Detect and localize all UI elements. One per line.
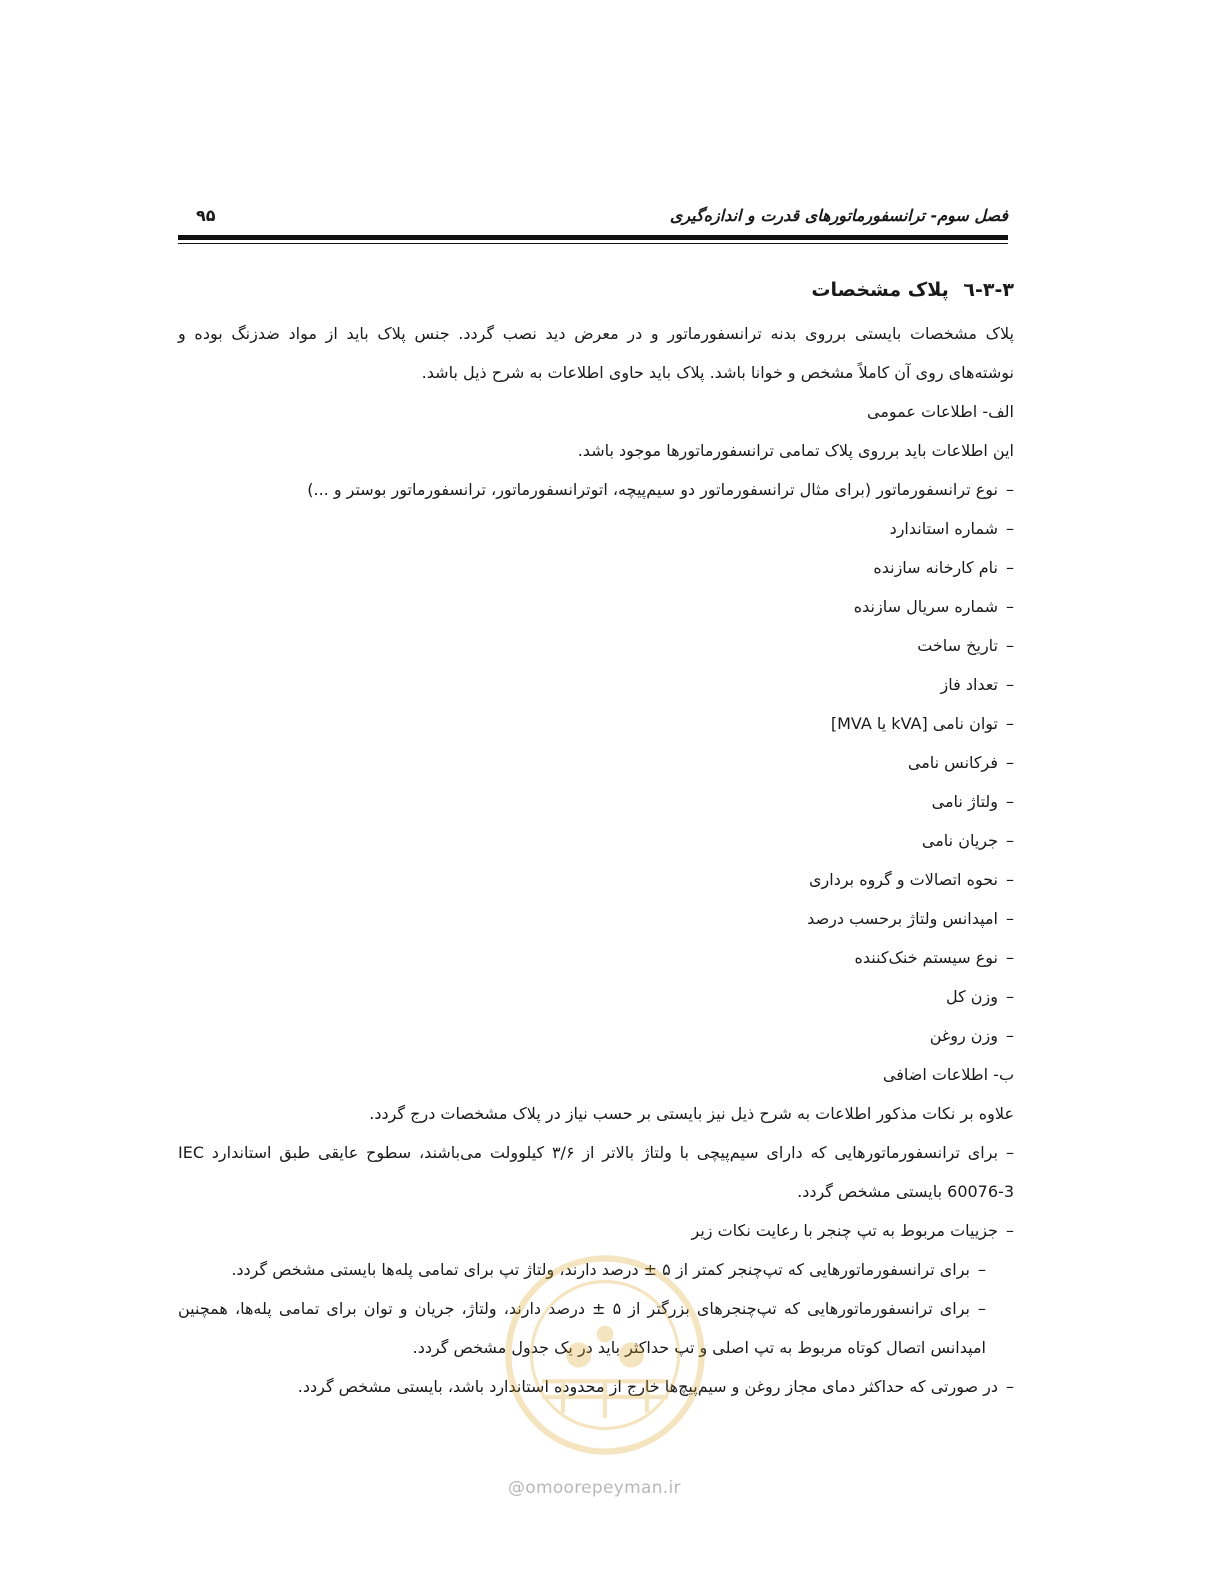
list-item: –تعداد فاز: [940, 675, 1014, 694]
page-number: ۹۵: [196, 206, 216, 225]
list-item: –شماره استاندارد: [889, 519, 1014, 538]
additional-item-insulation: –برای ترانسفورماتورهایی که دارای سیم‌پیچی با ولتاژ بالاتر از ۳/۶ کیلوولت می‌باشند، سطوح عایقی طبق استاندارد IEC 60076-3 بایستی مشخص گردد.: [178, 1143, 1015, 1201]
list-item: –نام کارخانه سازنده: [873, 558, 1014, 577]
additional-item-temperature: –در صورتی که حداکثر دمای مجاز روغن و سیم‌پیچ‌ها خارج از محدوده استاندارد باشد، بایستی مشخص گردد.: [297, 1377, 1014, 1396]
general-info-label: الف- اطلاعات عمومی: [866, 402, 1014, 421]
list-item: –جریان نامی: [921, 831, 1014, 850]
list-item: –امپدانس ولتاژ برحسب درصد: [807, 909, 1014, 928]
general-info-lead: این اطلاعات باید برروی پلاک تمامی ترانسفورماتورها موجود باشد.: [577, 441, 1014, 460]
list-item: –فرکانس نامی: [907, 753, 1014, 772]
section-heading: [178, 272, 1014, 308]
additional-info-lead: علاوه بر نکات مذکور اطلاعات به شرح ذیل نیز بایستی بر حسب نیاز در پلاک مشخصات درج گردد.: [369, 1104, 1014, 1123]
list-item: –ولتاژ نامی: [931, 792, 1014, 811]
watermark-seal-icon: [500, 1250, 710, 1460]
list-item: –نوع ترانسفورماتور (برای مثال ترانسفورماتور دو سیم‌پیچه، اتوترانسفورماتور، ترانسفورماتور بوستر و ...): [307, 480, 1014, 499]
list-item: –نحوه اتصالات و گروه برداری: [809, 870, 1014, 889]
section-number: ۳-۳-٦: [963, 279, 1014, 301]
header-rule-thick: [178, 235, 1008, 240]
list-item: –تاریخ ساخت: [917, 636, 1014, 655]
watermark-site: @omoorepeyman.ir: [508, 1478, 681, 1498]
running-title: فصل سوم- ترانسفورماتورهای قدرت و اندازه‌گیری: [669, 206, 1008, 225]
general-info-list: [178, 470, 1014, 1055]
list-item: –توان نامی [kVA یا MVA]: [830, 714, 1014, 733]
section-title: پلاک مشخصات: [811, 279, 949, 301]
list-item: –نوع سیستم خنک‌کننده: [854, 948, 1014, 967]
additional-info-label: ب- اطلاعات اضافی: [882, 1065, 1014, 1084]
list-item: –شماره سریال سازنده: [853, 597, 1014, 616]
additional-item-tap-changer: –جزییات مربوط به تپ چنجر با رعایت نکات زیر: [691, 1221, 1014, 1240]
intro-paragraph: پلاک مشخصات بایستی برروی بدنه ترانسفورماتور و در معرض دید نصب گردد. جنس پلاک باید از مواد ضدزنگ بوده و نوشته‌های روی آن کاملاً مشخص و خوانا باشد. پلاک باید حاوی اطلاعات به شرح ذیل باشد.: [178, 324, 1014, 382]
header-rule-thin: [178, 243, 1008, 244]
list-item: –وزن کل: [945, 987, 1014, 1006]
running-header: [178, 206, 1008, 236]
tap-changer-sub-item: –برای ترانسفورماتورهایی که تپ‌چنجر کمتر از ۵ ± درصد دارند، ولتاژ تپ برای تمامی پله‌ها بایستی مشخص گردد.: [231, 1260, 986, 1279]
page-body: [178, 272, 1014, 1406]
tap-changer-sub-item: –برای ترانسفورماتورهایی که تپ‌چنجرهای بزرگتر از ۵ ± درصد دارند، ولتاژ، جریان و توان برای تمامی پله‌ها، همچنین امپدانس اتصال کوتاه مربوط به تپ اصلی و تپ حداکثر باید در یک جدول مشخص گردد.: [178, 1299, 986, 1357]
list-item: –وزن روغن: [929, 1026, 1014, 1045]
